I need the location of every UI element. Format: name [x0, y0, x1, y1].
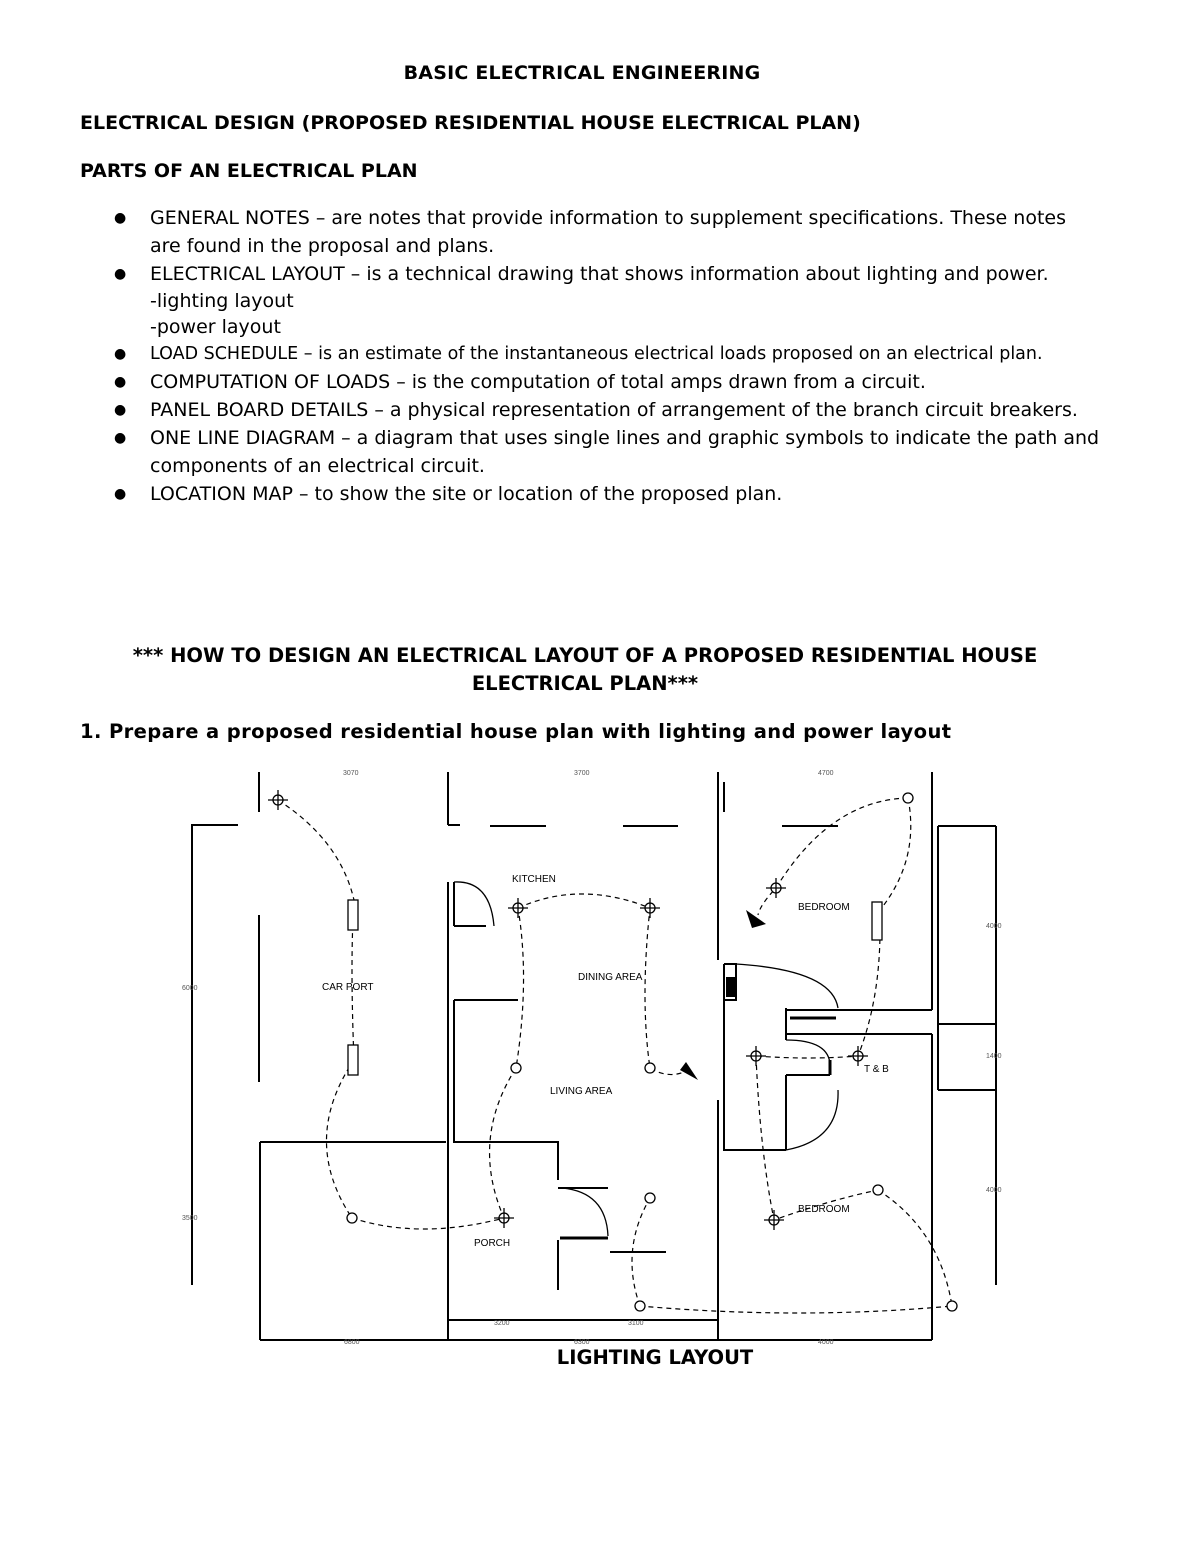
light-fixtures [268, 790, 957, 1311]
room-label-living: LIVING AREA [550, 1086, 613, 1097]
dim-label: 3500 [182, 1215, 198, 1222]
how-to-heading: *** HOW TO DESIGN AN ELECTRICAL LAYOUT OF A PROPOSED RESIDENTIAL HOUSE ELECTRICAL PLAN*** [132, 644, 1038, 695]
dim-label: 4700 [818, 770, 834, 777]
room-label-dining: DINING AREA [578, 972, 643, 983]
section-heading: PARTS OF AN ELECTRICAL PLAN [80, 160, 418, 182]
list-item: ● PANEL BOARD DETAILS – a physical representation of arrangement of the branch circuit breakers. [80, 396, 1100, 424]
parts-list [80, 204, 1100, 508]
document-title: BASIC ELECTRICAL ENGINEERING [403, 62, 761, 84]
sub-item: -lighting layout [150, 290, 294, 312]
list-item: ● LOAD SCHEDULE – is an estimate of the instantaneous electrical loads proposed on an electrical plan. [80, 340, 1100, 368]
room-labels [322, 874, 889, 1249]
bullet-icon: ● [114, 346, 127, 362]
figure-caption: LIGHTING LAYOUT [556, 1346, 754, 1369]
lighting-layout-plan [180, 760, 1020, 1350]
dim-label: 1400 [986, 1053, 1002, 1060]
dim-label: 6300 [574, 1339, 590, 1346]
list-item: ● LOCATION MAP – to show the site or location of the proposed plan. [80, 480, 1100, 508]
bullet-icon: ● [114, 430, 127, 446]
dim-label: 4000 [818, 1339, 834, 1346]
list-item: ● COMPUTATION OF LOADS – is the computation of total amps drawn from a circuit. [80, 368, 1100, 396]
door-swings [454, 882, 838, 1236]
document-subtitle: ELECTRICAL DESIGN (PROPOSED RESIDENTIAL HOUSE ELECTRICAL PLAN) [80, 112, 861, 134]
dim-label: 6000 [182, 985, 198, 992]
list-item: ● ELECTRICAL LAYOUT – is a technical drawing that shows information about lighting and power. -lighting layout -power layout [80, 260, 1100, 340]
walls [192, 772, 996, 1340]
list-item: ● GENERAL NOTES – are notes that provide information to supplement specifications. These notes are found in the proposal and plans. [80, 204, 1100, 260]
bullet-icon: ● [114, 210, 127, 226]
bullet-icon: ● [114, 402, 127, 418]
dim-label: 4000 [986, 923, 1002, 930]
dim-label: 6800 [344, 1339, 360, 1346]
dim-label: 3100 [628, 1320, 644, 1327]
bullet-icon: ● [114, 374, 127, 390]
room-label-kitchen: KITCHEN [512, 874, 556, 885]
dimension-labels [182, 770, 1002, 1346]
dim-label: 3200 [494, 1320, 510, 1327]
dim-label: 3070 [343, 770, 359, 777]
list-item: ● ONE LINE DIAGRAM – a diagram that uses single lines and graphic symbols to indicate the path and components of an electrical circuit. [80, 424, 1100, 480]
room-label-carport: CAR PORT [322, 982, 374, 993]
room-label-bedroom: BEDROOM [798, 902, 850, 913]
bullet-icon: ● [114, 486, 127, 502]
dim-label: 4000 [986, 1187, 1002, 1194]
dim-label: 3700 [574, 770, 590, 777]
room-label-porch: PORCH [474, 1238, 511, 1249]
room-label-bedroom-2: BEDROOM [798, 1204, 850, 1215]
step-1: 1. Prepare a proposed residential house plan with lighting and power layout [80, 720, 952, 743]
sub-item: -power layout [150, 316, 281, 338]
bullet-icon: ● [114, 266, 127, 282]
room-label-tb: T & B [864, 1064, 889, 1075]
